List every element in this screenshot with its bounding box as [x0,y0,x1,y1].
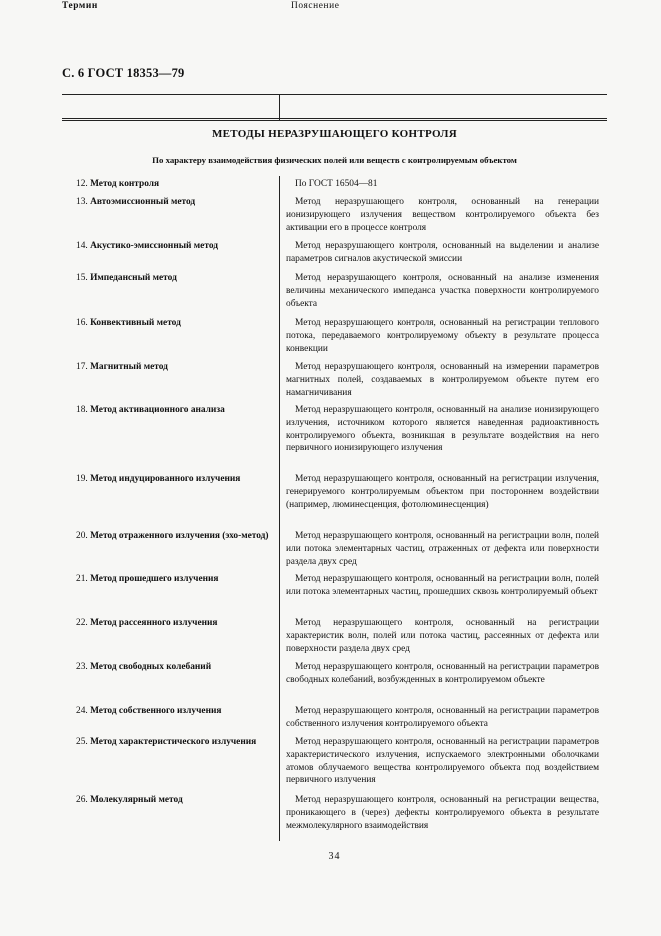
header-column-divider [279,94,280,121]
table-header-rule [62,118,607,121]
term-label [76,794,276,807]
term-explanation: Метод неразрушающего контроля, основанный на выделении и анализе параметров сигналов акустической эмиссии [286,241,599,264]
term-label [76,530,276,543]
term-label [76,272,276,285]
term-label [76,361,276,374]
term-name: Метод контроля [90,179,160,189]
term-number: 21. [76,574,88,584]
subsection-title: По характеру взаимодействия физических полей или веществ с контролируемым объектом [152,155,517,165]
term-number: 14. [76,241,88,251]
term-name: Метод свободных колебаний [90,662,212,672]
term-label [76,573,276,586]
table-top-rule [62,94,607,95]
term-name: Автоэмиссионный метод [90,197,196,207]
term-label [76,317,276,330]
term-name: Молекулярный метод [90,795,183,805]
page-number: 34 [328,851,341,862]
term-number: 23. [76,662,88,672]
term-explanation: Метод неразрушающего контроля, основанный на регистрации волн, полей или потока элементарных частиц, отраженных от дефекта или поверхности раздела двух сред [286,531,599,567]
term-name: Метод отраженного излучения (эхо-метод) [90,531,269,541]
term-label [76,178,276,191]
term-name: Метод индуцированного излучения [90,474,241,484]
term-name: Метод характеристического излучения [90,737,257,747]
term-explanation: Метод неразрушающего контроля, основанный на регистрации излучения, генерируемого контролируемым объектом при постороннем воздействии (например, люминесценция, фотолюминесценция) [286,474,599,510]
term-name: Метод активационного анализа [90,405,225,415]
term-number: 17. [76,362,88,372]
term-name: Метод прошедшего излучения [90,574,219,584]
term-number: 22. [76,618,88,628]
term-name: Конвективный метод [90,318,181,328]
term-name: Метод рассеянного излучения [90,618,218,628]
term-number: 24. [76,706,88,716]
term-number: 26. [76,795,88,805]
term-label [76,617,276,630]
column-header-term: Термин [62,1,98,11]
term-explanation: Метод неразрушающего контроля, основанный на генерации ионизирующего излучения веществом контролируемого объекта без активации его в процессе контроля [286,197,599,233]
term-explanation: Метод неразрушающего контроля, основанный на анализе ионизирующего излучения, источником которого является наведенная радиоактивность контролируемого объекта, возникшая в результате воздействия на него первичного ионизирующего излучения [286,405,599,454]
term-name: Магнитный метод [90,362,168,372]
running-header: С. 6 ГОСТ 18353—79 [62,66,185,80]
term-name: Импедансный метод [90,273,177,283]
term-name: Акустико-эмиссионный метод [90,241,218,251]
term-label [76,196,276,209]
term-label [76,404,276,417]
term-explanation: Метод неразрушающего контроля, основанный на регистрации волн, полей или потока элементарных частиц, прошедших сквозь контролируемый объект [286,574,599,597]
term-label [76,473,276,486]
term-number: 18. [76,405,88,415]
term-label [76,705,276,718]
section-title: МЕТОДЫ НЕРАЗРУШАЮЩЕГО КОНТРОЛЯ [211,128,458,140]
body-column-divider [279,176,280,841]
term-label [76,736,276,749]
term-label [76,661,276,674]
term-explanation: Метод неразрушающего контроля, основанный на измерении параметров магнитных полей, создаваемых в контролируемом объекте путем его намагничивания [286,362,599,398]
term-number: 13. [76,197,88,207]
term-explanation: Метод неразрушающего контроля, основанный на анализе изменения величины механического импеданса участка поверхности контролируемого объекта [286,273,599,309]
term-number: 15. [76,273,88,283]
term-explanation: По ГОСТ 16504—81 [295,179,378,189]
term-number: 20. [76,531,88,541]
term-label [76,240,276,253]
term-number: 25. [76,737,88,747]
term-number: 16. [76,318,88,328]
term-number: 12. [76,179,88,189]
column-header-explanation: Пояснение [291,1,340,11]
term-explanation: Метод неразрушающего контроля, основанный на регистрации характеристик волн, полей или потока частиц, рассеянных от дефекта или поверхности раздела двух сред [286,618,599,654]
term-explanation: Метод неразрушающего контроля, основанный на регистрации вещества, проникающего в (через) дефекты контролируемого объекта в результате межмолекулярного взаимодействия [286,795,599,831]
term-explanation: Метод неразрушающего контроля, основанный на регистрации параметров свободных колебаний, возбужденных в контролируемом объекте [286,662,599,685]
term-explanation: Метод неразрушающего контроля, основанный на регистрации теплового потока, передаваемого контролируемому объекту в результате процесса конвекции [286,318,599,354]
term-name: Метод собственного излучения [90,706,222,716]
term-number: 19. [76,474,88,484]
term-explanation: Метод неразрушающего контроля, основанный на регистрации параметров собственного излучения контролируемого объекта [286,706,599,729]
term-explanation: Метод неразрушающего контроля, основанный на регистрации параметров характеристического излучения, испускаемого электронными оболочками атомов облучаемого вещества контролируемого объекта под воздействием первичного излучения [286,737,599,786]
